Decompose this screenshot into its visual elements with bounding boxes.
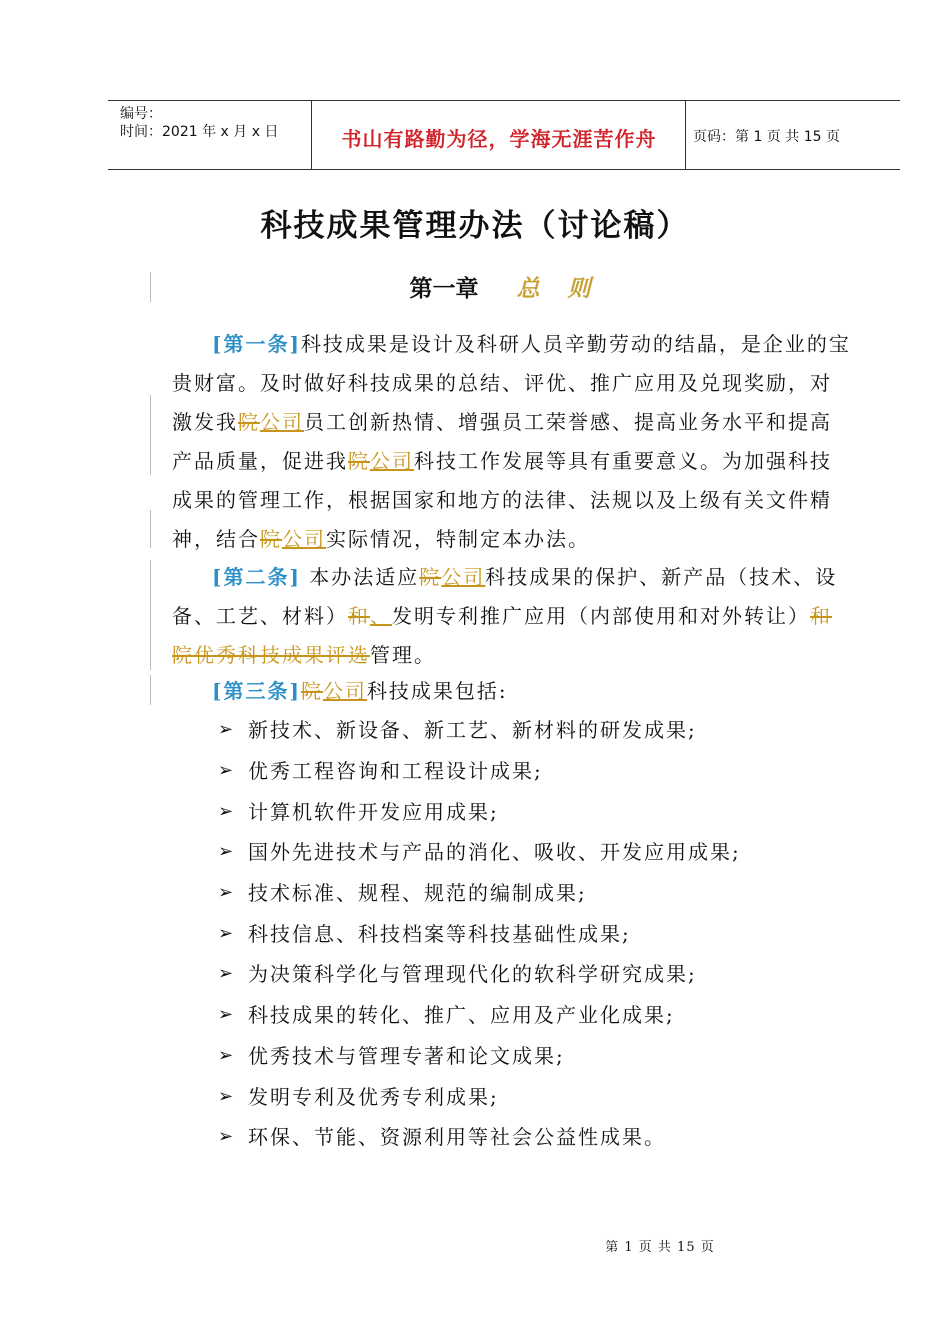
article-text: 科技成果包括:	[366, 679, 508, 703]
header-meta	[120, 105, 278, 141]
list-item-text: 技术标准、规程、规范的编制成果;	[248, 881, 587, 906]
list-item-text: 国外先进技术与产品的消化、吸收、开发应用成果;	[248, 840, 741, 865]
list-item	[218, 1076, 741, 1117]
arrow-bullet-icon: ➢	[218, 882, 236, 904]
article-2-text	[172, 558, 852, 675]
list-item	[218, 995, 741, 1036]
list-item-text: 新技术、新设备、新工艺、新材料的研发成果;	[248, 718, 697, 743]
arrow-bullet-icon: ➢	[218, 963, 236, 985]
arrow-bullet-icon: ➢	[218, 1085, 236, 1107]
list-item	[218, 913, 741, 954]
chapter-number: 第一章	[409, 275, 479, 302]
list-item	[218, 751, 741, 792]
article-text: 实际情况，特制定本办法。	[326, 527, 590, 551]
number-label: 编号：	[120, 106, 162, 122]
list-item	[218, 1036, 741, 1077]
document-header	[108, 100, 900, 170]
article-1-label: [第一条]	[212, 332, 301, 356]
deleted-text: 和院优秀科技成果评选	[172, 604, 832, 667]
header-motto: 书山有路勤为径，学海无涯苦作舟	[341, 127, 657, 151]
deleted-text: 院	[300, 679, 323, 703]
article-text: 科技成果的保护、新产品（技术、设备、工艺、材料）	[172, 565, 838, 628]
article-text: 科技工作发展等具有重要意义。为加强科技成果的管理工作，根据国家和地方的法律、法规以及上级有关文件精神，结合	[172, 449, 832, 551]
article-2-label: [第二条]	[212, 565, 301, 589]
inserted-text: 公司	[370, 449, 414, 473]
article-text: 发明专利推广应用（内部使用和对外转让）	[392, 604, 810, 628]
article-text: 本办法适应	[300, 565, 420, 589]
achievement-list	[218, 710, 741, 1158]
arrow-bullet-icon: ➢	[218, 922, 236, 944]
article-text: 员工创新热情、增强员工荣誉感、提高业务水平和提高产品质量，促进我	[172, 410, 832, 473]
inserted-text: 公司	[260, 410, 304, 434]
margin-bar	[150, 675, 151, 705]
margin-bar	[150, 560, 151, 670]
time-label: 时间：2021 年 x 月 x 日	[120, 124, 279, 140]
arrow-bullet-icon: ➢	[218, 800, 236, 822]
inserted-text: 、	[370, 604, 392, 628]
arrow-bullet-icon: ➢	[218, 1126, 236, 1148]
list-item	[218, 954, 741, 995]
list-item	[218, 873, 741, 914]
list-item-text: 发明专利及优秀专利成果;	[248, 1084, 499, 1109]
arrow-bullet-icon: ➢	[218, 719, 236, 741]
article-text: 管理。	[370, 643, 436, 667]
chapter-heading	[0, 270, 950, 303]
article-3-text	[172, 672, 852, 711]
document-title: 科技成果管理办法（讨论稿）	[260, 208, 690, 244]
header-divider	[311, 101, 312, 169]
header-page-code: 页码：第 1 页 共 15 页	[693, 129, 840, 145]
arrow-bullet-icon: ➢	[218, 1044, 236, 1066]
list-item-text: 优秀工程咨询和工程设计成果;	[248, 759, 543, 784]
article-1	[172, 325, 852, 559]
list-item-text: 计算机软件开发应用成果;	[248, 799, 499, 824]
deleted-text: 院	[419, 565, 442, 589]
inserted-text: 公司	[441, 565, 486, 589]
article-3-label: [第三条]	[212, 679, 301, 703]
margin-bar	[150, 395, 151, 475]
arrow-bullet-icon: ➢	[218, 1004, 236, 1026]
list-item	[218, 832, 741, 873]
header-divider	[685, 101, 686, 169]
inserted-text: 公司	[282, 527, 326, 551]
list-item-text: 优秀技术与管理专著和论文成果;	[248, 1043, 565, 1068]
deleted-text: 和	[348, 604, 370, 628]
list-item-text: 环保、节能、资源利用等社会公益性成果。	[248, 1125, 666, 1150]
article-2	[172, 558, 852, 675]
arrow-bullet-icon: ➢	[218, 760, 236, 782]
deleted-text: 院	[238, 410, 260, 434]
list-item-text: 科技信息、科技档案等科技基础性成果;	[248, 921, 631, 946]
arrow-bullet-icon: ➢	[218, 841, 236, 863]
list-item	[218, 1117, 741, 1158]
deleted-text: 院	[348, 449, 370, 473]
article-text: 科技成果是设计及科研人员辛勤劳动的结晶，是企业的宝贵财富。及时做好科技成果的总结、评优、推广应用及兑现奖励，对激发我	[172, 332, 851, 434]
article-3	[172, 672, 852, 711]
list-item	[218, 791, 741, 832]
list-item-text: 为决策科学化与管理现代化的软科学研究成果;	[248, 962, 697, 987]
deleted-text: 院	[260, 527, 282, 551]
inserted-text: 公司	[322, 679, 367, 703]
margin-bar	[150, 510, 151, 548]
chapter-name: 总 则	[516, 275, 601, 302]
article-1-text	[172, 325, 852, 559]
list-item-text: 科技成果的转化、推广、应用及产业化成果;	[248, 1003, 675, 1028]
list-item	[218, 710, 741, 751]
page-footer: 第 1 页 共 15 页	[605, 1240, 715, 1255]
